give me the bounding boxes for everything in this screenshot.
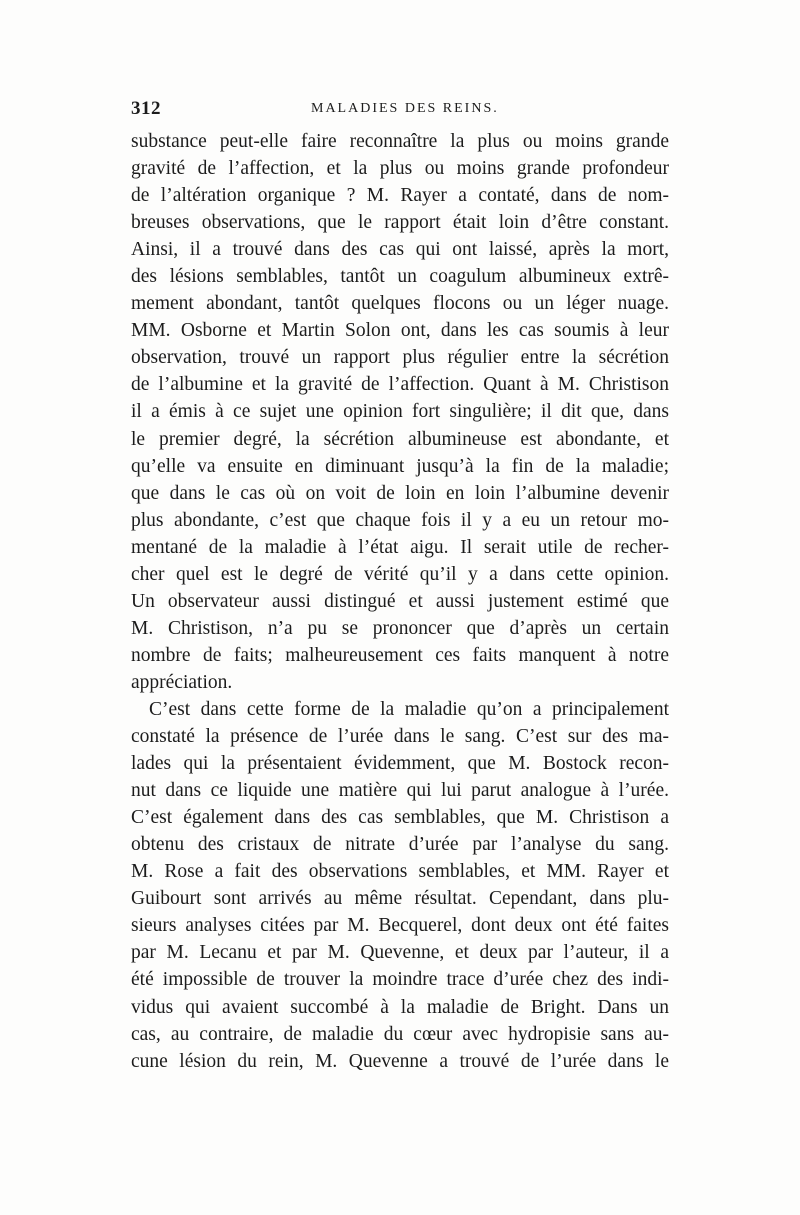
text-line: nombre de faits; malheureusement ces faits manquent à notre xyxy=(131,644,669,666)
text-line: par M. Lecanu et par M. Quevenne, et deux par l’auteur, il a xyxy=(131,942,669,964)
text-line: M. Rose a fait des observations semblables, et MM. Rayer et xyxy=(131,861,669,883)
text-line: mement abondant, tantôt quelques flocons ou un léger nuage. xyxy=(131,293,669,315)
text-line: mentané de la maladie à l’état aigu. Il serait utile de recher- xyxy=(131,536,669,558)
page-number: 312 xyxy=(131,98,161,119)
text-line: cune lésion du rein, M. Quevenne a trouvé de l’urée dans le xyxy=(131,1050,669,1072)
text-line: breuses observations, que le rapport était loin d’être constant. xyxy=(131,212,669,234)
running-title: MALADIES DES REINS. xyxy=(311,101,499,116)
text-line: obtenu des cristaux de nitrate d’urée par l’analyse du sang. xyxy=(131,834,669,856)
text-line: substance peut-elle faire reconnaître la plus ou moins grande xyxy=(131,131,669,152)
text-line: des lésions semblables, tantôt un coagulum albumineux extrê- xyxy=(131,266,669,288)
text-line: MM. Osborne et Martin Solon ont, dans les cas soumis à leur xyxy=(131,320,669,342)
text-line: de l’albumine et la gravité de l’affection. Quant à M. Christison xyxy=(131,374,669,396)
text-line: Ainsi, il a trouvé dans des cas qui ont laissé, après la mort, xyxy=(131,239,669,261)
text-line: il a émis à ce sujet une opinion fort singulière; il dit que, dans xyxy=(131,401,669,423)
text-line: C’est dans cette forme de la maladie qu’on a principalement xyxy=(149,698,669,720)
text-line: qu’elle va ensuite en diminuant jusqu’à la fin de la maladie; xyxy=(131,455,669,477)
text-line: le premier degré, la sécrétion albumineuse est abondante, et xyxy=(131,428,669,450)
text-line: C’est également dans des cas semblables, que M. Christison a xyxy=(131,807,669,829)
text-line: sieurs analyses citées par M. Becquerel, dont deux ont été faites xyxy=(131,915,669,937)
text-line: cas, au contraire, de maladie du cœur avec hydropisie sans au- xyxy=(131,1023,669,1045)
text-line: appréciation. xyxy=(131,671,233,693)
text-line: M. Christison, n’a pu se prononcer que d’après un certain xyxy=(131,617,669,639)
text-line: nut dans ce liquide une matière qui lui parut analogue à l’urée. xyxy=(131,780,669,802)
text-line: cher quel est le degré de vérité qu’il y a dans cette opinion. xyxy=(131,563,669,585)
text-line: gravité de l’affection, et la plus ou moins grande profondeur xyxy=(131,158,669,180)
body-text xyxy=(131,128,669,1075)
text-line: observation, trouvé un rapport plus régulier entre la sécrétion xyxy=(131,347,669,369)
text-line: été impossible de trouver la moindre trace d’urée chez des indi- xyxy=(131,969,669,991)
text-line: Un observateur aussi distingué et aussi justement estimé que xyxy=(131,590,669,612)
text-line: que dans le cas où on voit de loin en loin l’albumine devenir xyxy=(131,482,669,504)
text-line: Guibourt sont arrivés au même résultat. Cependant, dans plu- xyxy=(131,888,669,910)
text-line: vidus qui avaient succombé à la maladie de Bright. Dans un xyxy=(131,996,669,1018)
text-line: lades qui la présentaient évidemment, que M. Bostock recon- xyxy=(131,753,669,775)
text-line: de l’altération organique ? M. Rayer a contaté, dans de nom- xyxy=(131,185,669,207)
text-line: constaté la présence de l’urée dans le sang. C’est sur des ma- xyxy=(131,726,669,748)
text-line: plus abondante, c’est que chaque fois il y a eu un retour mo- xyxy=(131,509,669,531)
running-head xyxy=(131,98,671,122)
